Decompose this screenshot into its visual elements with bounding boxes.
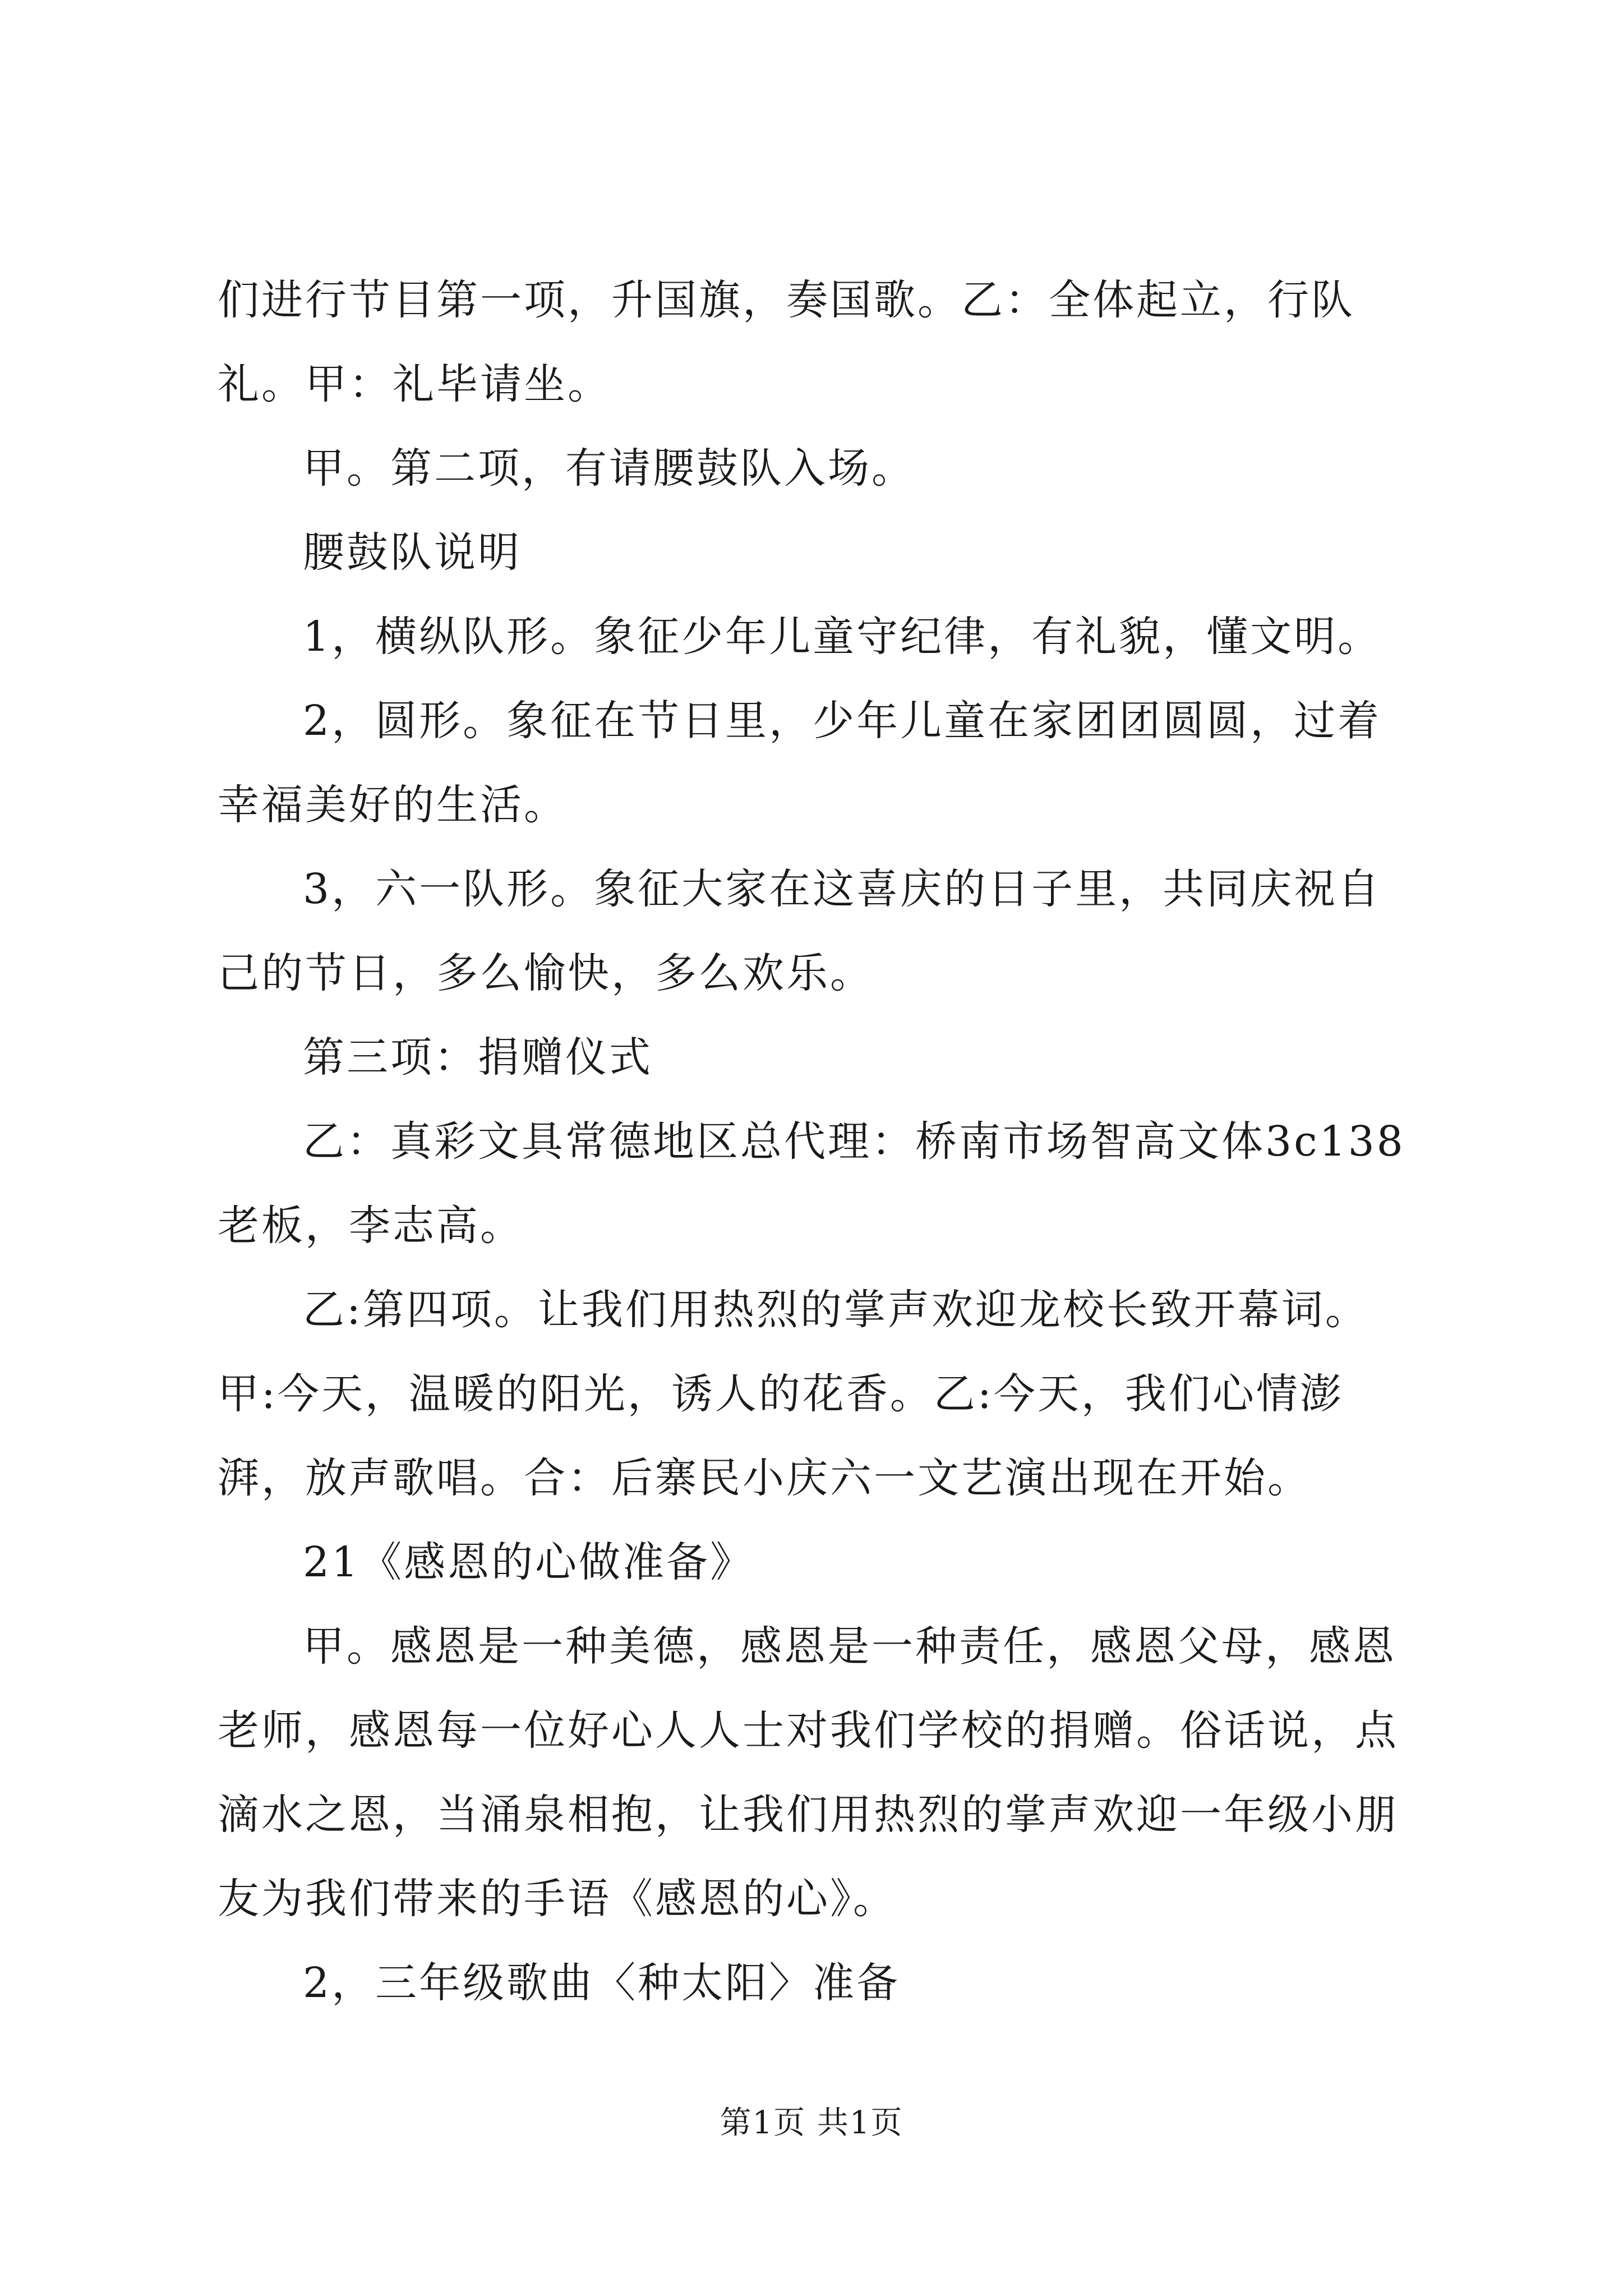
paragraph: 第三项：捐赠仪式 <box>303 1033 653 1082</box>
paragraph: 21《感恩的心做准备》 <box>303 1538 754 1586</box>
paragraph: 1，横纵队形。象征少年儿童守纪律，有礼貌，懂文明。 <box>303 613 1382 661</box>
paragraph: 2，圆形。象征在节日里，少年儿童在家团团圆圆，过着幸福美好的生活。 <box>218 697 1382 829</box>
paragraph: 甲。感恩是一种美德，感恩是一种责任，感恩父母，感恩老师，感恩每一位好心人人士对我们学校的捐赠。俗话说，点滴水之恩，当涌泉相抱，让我们用热烈的掌声欢迎一年级小朋友为我们带来的手语《感恩的心》。 <box>218 1622 1399 1923</box>
page-footer: 第1页 共1页 <box>720 2105 903 2141</box>
paragraph: 乙：真彩文具常德地区总代理：桥南市场智高文体3c138老板，李志高。 <box>218 1117 1405 1250</box>
paragraph: 2，三年级歌曲〈种太阳〉准备 <box>303 1959 901 2007</box>
paragraph: 腰鼓队说明 <box>303 528 522 577</box>
paragraph: 乙:第四项。让我们用热烈的掌声欢迎龙校长致开幕词。甲:今天，温暖的阳光，诱人的花香。乙:今天，我们心情澎湃，放声歌唱。合：后寨民小庆六一文艺演出现在开始。 <box>218 1286 1369 1502</box>
paragraph: 甲。第二项，有请腰鼓队入场。 <box>303 444 915 493</box>
document-body <box>218 258 1412 2025</box>
paragraph: 3，六一队形。象征大家在这喜庆的日子里，共同庆祝自己的节日，多么愉快，多么欢乐。 <box>218 865 1382 997</box>
paragraph: 们进行节目第一项，升国旗，奏国歌。乙：全体起立，行队礼。甲：礼毕请坐。 <box>218 276 1355 408</box>
